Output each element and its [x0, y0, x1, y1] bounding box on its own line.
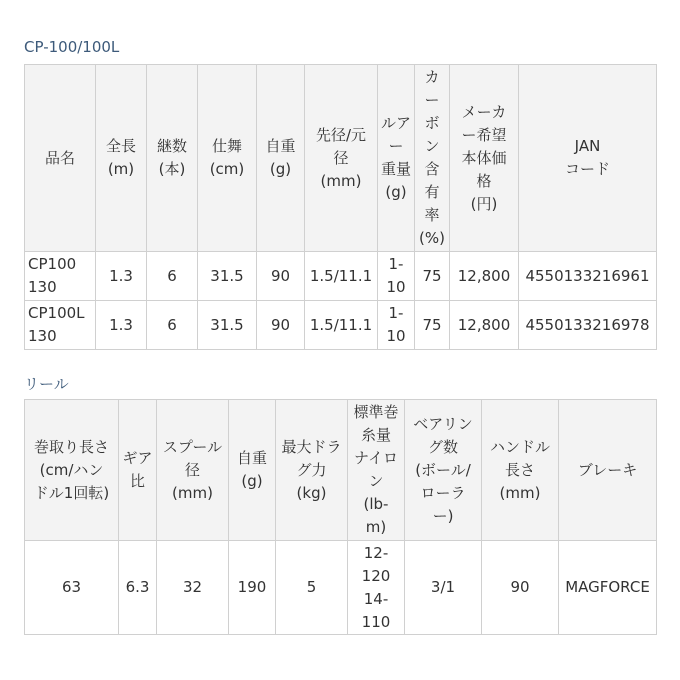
cell-product-name: CP100L 130 — [25, 301, 96, 350]
cell-price: 12,800 — [450, 252, 519, 301]
header-closed-length: 仕舞 (cm) — [198, 65, 257, 252]
cell-jan: 4550133216978 — [519, 301, 657, 350]
cell-diameter: 1.5/11.1 — [305, 301, 378, 350]
header-max-drag: 最大ドラ グ力 (kg) — [276, 400, 348, 541]
cell-length: 1.3 — [96, 252, 147, 301]
cell-lure-weight: 1- 10 — [378, 301, 415, 350]
cell-line-capacity: 12- 120 14- 110 — [348, 541, 405, 635]
header-gear-ratio: ギア 比 — [119, 400, 157, 541]
cell-handle-length: 90 — [482, 541, 559, 635]
header-carbon-content: カ ー ボ ン 含 有 率 (%) — [415, 65, 450, 252]
cell-pieces: 6 — [147, 252, 198, 301]
cell-product-name: CP100 130 — [25, 252, 96, 301]
cell-weight: 90 — [257, 252, 305, 301]
cell-retrieve-length: 63 — [25, 541, 119, 635]
rod-spec-table — [24, 64, 657, 350]
header-product-name: 品名 — [25, 65, 96, 252]
cell-closed-length: 31.5 — [198, 252, 257, 301]
header-handle-length: ハンドル 長さ (mm) — [482, 400, 559, 541]
rod-section-title: CP-100/100L — [24, 38, 120, 56]
table-row — [25, 301, 657, 350]
header-retrieve-length: 巻取り長さ (cm/ハン ドル1回転) — [25, 400, 119, 541]
cell-length: 1.3 — [96, 301, 147, 350]
header-pieces: 継数 (本) — [147, 65, 198, 252]
cell-brake: MAGFORCE — [559, 541, 657, 635]
cell-max-drag: 5 — [276, 541, 348, 635]
reel-spec-table — [24, 399, 657, 635]
cell-carbon: 75 — [415, 301, 450, 350]
cell-weight: 90 — [257, 301, 305, 350]
cell-gear-ratio: 6.3 — [119, 541, 157, 635]
cell-reel-weight: 190 — [229, 541, 276, 635]
header-jan-code: JAN コード — [519, 65, 657, 252]
table-row — [25, 252, 657, 301]
header-price: メーカ ー希望 本体価 格 (円) — [450, 65, 519, 252]
header-tip-butt-diameter: 先径/元 径 (mm) — [305, 65, 378, 252]
cell-pieces: 6 — [147, 301, 198, 350]
rod-header-row — [25, 65, 657, 252]
header-brake: ブレーキ — [559, 400, 657, 541]
reel-section-title: リール — [24, 375, 69, 393]
cell-bearings: 3/1 — [405, 541, 482, 635]
table-row — [25, 541, 657, 635]
header-line-capacity: 標準巻 糸量 ナイロ ン (lb- m) — [348, 400, 405, 541]
cell-jan: 4550133216961 — [519, 252, 657, 301]
cell-closed-length: 31.5 — [198, 301, 257, 350]
cell-diameter: 1.5/11.1 — [305, 252, 378, 301]
header-spool-diameter: スプール 径 (mm) — [157, 400, 229, 541]
header-weight: 自重 (g) — [257, 65, 305, 252]
header-bearings: ベアリン グ数 (ボール/ ローラ ー) — [405, 400, 482, 541]
header-lure-weight: ルア ー 重量 (g) — [378, 65, 415, 252]
reel-header-row — [25, 400, 657, 541]
header-reel-weight: 自重 (g) — [229, 400, 276, 541]
header-length: 全長 (m) — [96, 65, 147, 252]
cell-spool-diameter: 32 — [157, 541, 229, 635]
cell-price: 12,800 — [450, 301, 519, 350]
cell-carbon: 75 — [415, 252, 450, 301]
cell-lure-weight: 1- 10 — [378, 252, 415, 301]
